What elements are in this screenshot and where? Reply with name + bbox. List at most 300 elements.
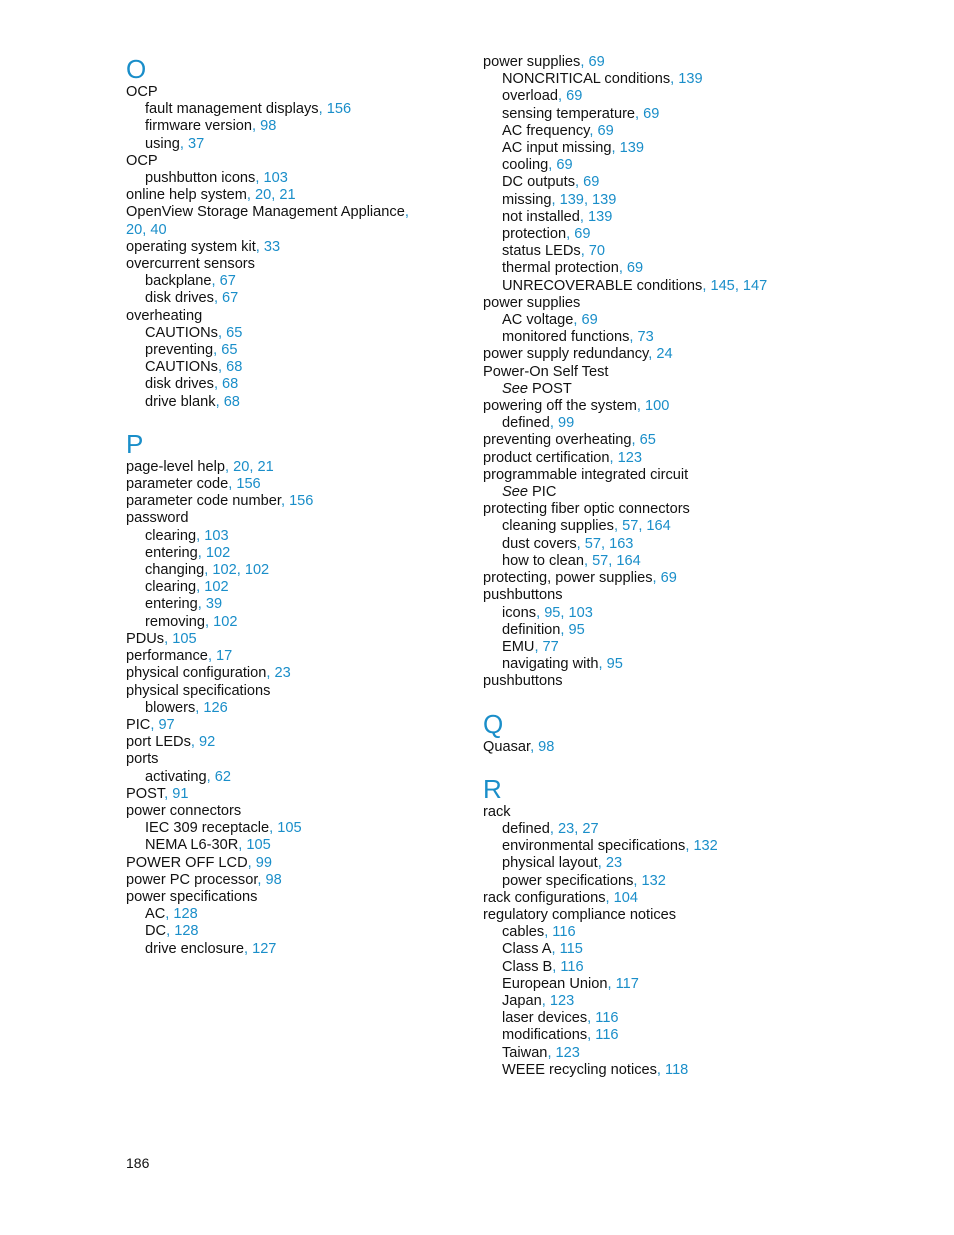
page-link[interactable]: 123 — [617, 449, 643, 466]
index-subentry — [483, 1027, 923, 1044]
page-link[interactable]: 98 — [538, 738, 555, 755]
page-link[interactable]: 95 — [568, 621, 585, 638]
index-subentry — [483, 873, 923, 890]
page-link[interactable]: 116 — [595, 1027, 619, 1044]
page-separator: , — [266, 665, 275, 682]
page-link[interactable]: 123 — [555, 1044, 580, 1061]
index-subentry — [126, 528, 466, 545]
entry-term: navigating with — [502, 656, 599, 673]
page-link[interactable]: 97 — [158, 716, 175, 733]
entry-term: laser devices — [502, 1010, 588, 1027]
entry-term: NEMA L6-30R — [145, 837, 239, 854]
index-entry — [126, 187, 466, 204]
page-separator: , — [196, 579, 205, 596]
entry-term: icons — [502, 604, 537, 621]
entry-term: operating system kit — [126, 238, 256, 255]
entry-term: disk drives — [145, 376, 214, 393]
page-link[interactable]: 65 — [221, 342, 238, 359]
entry-term: performance — [126, 648, 208, 665]
page-link[interactable]: 39 — [205, 596, 223, 613]
page-separator: , — [551, 191, 560, 208]
page-separator: , — [166, 923, 175, 940]
index-subentry — [126, 342, 466, 359]
page-link[interactable]: 103 — [204, 527, 229, 544]
entry-term: protecting, power supplies — [483, 570, 653, 587]
index-entry — [126, 153, 466, 170]
page-link[interactable]: 164 — [646, 518, 671, 535]
page-link[interactable]: 65 — [226, 324, 243, 341]
page-link[interactable]: 24 — [656, 346, 673, 363]
index-entry — [126, 855, 466, 872]
entry-term: drive enclosure — [145, 940, 244, 957]
page-link[interactable]: 57 — [622, 518, 639, 535]
page-link[interactable]: 20 — [126, 221, 143, 238]
section-letter: O — [126, 54, 147, 84]
entry-term: using — [145, 135, 180, 152]
index-entry — [483, 54, 923, 71]
entry-term: programmable integrated circuit — [483, 466, 689, 483]
index-section — [483, 774, 923, 1079]
index-subentry — [483, 821, 923, 838]
index-column-right — [483, 54, 923, 1079]
index-subentry — [126, 325, 466, 342]
entry-term: physical specifications — [126, 682, 271, 699]
page-link[interactable]: 17 — [216, 648, 233, 665]
index-subentry — [126, 820, 466, 837]
page-separator: , — [238, 837, 247, 854]
entry-term: status LEDs — [502, 243, 581, 260]
entry-term: rack configurations — [483, 889, 606, 906]
page-separator: , — [608, 552, 617, 569]
page-separator: , — [236, 562, 245, 579]
entry-term: PIC — [532, 484, 557, 501]
index-entry — [483, 450, 923, 467]
index-entry — [126, 510, 466, 527]
page-separator: , — [549, 820, 558, 837]
entry-term: OCP — [126, 152, 158, 169]
page-separator: , — [190, 734, 199, 751]
page-separator: , — [548, 157, 557, 174]
index-entry — [126, 308, 466, 325]
page-separator: , — [206, 768, 215, 785]
index-section — [126, 54, 466, 411]
index-entry — [126, 84, 466, 101]
page-link[interactable]: 139 — [588, 208, 613, 225]
entry-term: physical layout — [502, 855, 598, 872]
entry-term: entering — [145, 596, 198, 613]
entry-term: CAUTIONs — [145, 324, 218, 341]
entry-term: activating — [145, 768, 207, 785]
index-subentry — [483, 157, 923, 174]
entry-term: Taiwan — [502, 1044, 548, 1061]
index-column-left — [126, 54, 466, 958]
entry-term: WEEE recycling notices — [502, 1061, 657, 1078]
entry-term: AC frequency — [502, 122, 590, 139]
page-link[interactable]: 102 — [204, 579, 229, 596]
index-entry — [126, 631, 466, 648]
page-separator: , — [207, 648, 217, 665]
page-link[interactable]: 57 — [584, 535, 601, 552]
entry-term: overload — [502, 88, 558, 105]
page-link[interactable]: 123 — [549, 992, 575, 1009]
entry-term: monitored functions — [502, 329, 630, 346]
page-separator: , — [228, 476, 237, 493]
page-link[interactable]: 116 — [595, 1010, 619, 1027]
page-link[interactable]: 132 — [693, 838, 718, 855]
entry-term: defined — [502, 820, 550, 837]
page-link[interactable]: 147 — [742, 277, 768, 294]
entry-term: product certification — [483, 449, 610, 466]
index-subentry — [126, 614, 466, 631]
index-entry — [483, 570, 923, 587]
entry-term: regulatory compliance notices — [483, 906, 677, 923]
entry-term: missing — [502, 191, 552, 208]
page-link[interactable]: 102 — [213, 613, 238, 630]
index-section — [483, 54, 923, 691]
index-entry — [483, 346, 923, 363]
page-separator: , — [580, 54, 589, 70]
page-link[interactable]: 127 — [252, 940, 277, 957]
entry-term: PIC — [126, 716, 151, 733]
entry-term: Class A — [502, 941, 552, 958]
page-separator: , — [609, 449, 618, 466]
index-entry — [126, 751, 466, 768]
page-link[interactable]: 23 — [274, 665, 291, 682]
index-subentry — [483, 278, 923, 295]
page-link[interactable]: 57 — [592, 552, 609, 569]
page-link[interactable]: 73 — [637, 329, 654, 346]
page-link[interactable]: 69 — [626, 260, 644, 277]
page-separator: , — [576, 535, 585, 552]
index-subentry — [126, 562, 466, 579]
page-link[interactable]: 105 — [277, 820, 302, 837]
page-link[interactable]: 40 — [150, 221, 167, 238]
page-link[interactable]: 67 — [219, 273, 236, 290]
page-link[interactable]: 69 — [581, 312, 598, 329]
index-subentry — [483, 243, 923, 260]
entry-term: removing — [145, 613, 206, 630]
page-link[interactable]: 69 — [660, 570, 677, 587]
index-subentry — [126, 118, 466, 135]
entry-term: page-level help — [126, 458, 225, 475]
index-subentry — [483, 312, 923, 329]
index-subentry — [126, 941, 466, 958]
index-entry — [126, 256, 466, 273]
entry-term: physical configuration — [126, 665, 267, 682]
page-separator: , — [179, 135, 188, 152]
entry-term: pushbuttons — [483, 673, 563, 690]
page-link[interactable]: 98 — [265, 871, 282, 888]
page-separator: , — [213, 290, 223, 307]
index-entry — [126, 222, 466, 239]
entry-term: power specifications — [126, 888, 258, 905]
page-separator: , — [280, 493, 290, 510]
page-link[interactable]: 99 — [558, 415, 575, 432]
entry-term: pushbutton icons — [145, 170, 256, 187]
page-link[interactable]: 139 — [678, 71, 703, 88]
entry-term: how to clean — [502, 552, 584, 569]
entry-term: AC voltage — [502, 312, 574, 329]
index-subentry — [483, 329, 923, 346]
page-link[interactable]: 95 — [606, 656, 623, 673]
page-separator: , — [557, 88, 567, 105]
page-separator: , — [213, 342, 222, 359]
entry-trailing-comma: , — [404, 204, 409, 221]
page-link[interactable]: 116 — [552, 924, 576, 941]
index-subentry — [126, 837, 466, 854]
page-separator: , — [685, 838, 694, 855]
page-separator: , — [579, 208, 588, 225]
page-separator: , — [587, 1010, 596, 1027]
page-separator: , — [589, 122, 598, 139]
page-separator: , — [580, 243, 589, 260]
entry-term: cables — [502, 924, 545, 941]
entry-term: environmental specifications — [502, 838, 686, 855]
index-entry — [483, 890, 923, 907]
entry-term: cleaning supplies — [502, 518, 614, 535]
entry-term: parameter code — [126, 476, 229, 493]
entry-term: changing — [145, 562, 205, 579]
page-separator: , — [541, 992, 550, 1009]
index-entry — [126, 717, 466, 734]
page-link[interactable]: 99 — [255, 854, 272, 871]
page-separator: , — [573, 312, 582, 329]
page-link[interactable]: 68 — [222, 376, 239, 393]
page-separator: , — [205, 613, 214, 630]
index-subentry — [483, 123, 923, 140]
page-separator: , — [636, 398, 645, 415]
page-separator: , — [552, 958, 561, 975]
page-link[interactable]: 77 — [542, 638, 559, 655]
page-link[interactable]: 139 — [559, 191, 584, 208]
entry-term: online help system — [126, 187, 247, 204]
page-link[interactable]: 156 — [326, 101, 352, 118]
index-subentry — [483, 976, 923, 993]
page-separator: , — [560, 604, 569, 621]
page-separator: , — [670, 71, 679, 88]
page-link[interactable]: 21 — [257, 458, 274, 475]
entry-term: overheating — [126, 307, 203, 324]
index-subentry — [483, 1010, 923, 1027]
page-link[interactable]: 105 — [246, 837, 271, 854]
entry-term: DC outputs — [502, 174, 576, 191]
page-link[interactable]: 156 — [289, 493, 314, 510]
page-separator: , — [583, 552, 593, 569]
page-separator: , — [631, 432, 640, 449]
page-separator: , — [165, 906, 174, 923]
index-subentry — [126, 136, 466, 153]
index-subentry — [126, 579, 466, 596]
page-link[interactable]: 102 — [205, 544, 231, 561]
page-link[interactable]: 69 — [643, 105, 660, 122]
page-separator: , — [217, 359, 227, 376]
entry-term: pushbuttons — [483, 587, 563, 604]
index-entry — [483, 295, 923, 312]
entry-term: disk drives — [145, 290, 214, 307]
page-link[interactable]: 69 — [556, 157, 573, 174]
page-link[interactable]: 62 — [214, 768, 231, 785]
entry-term: POST — [532, 380, 572, 397]
page-separator: , — [196, 527, 205, 544]
page-link[interactable]: 164 — [616, 552, 641, 569]
page-link[interactable]: 69 — [574, 226, 591, 243]
index-subentry — [126, 596, 466, 613]
entry-term: power PC processor — [126, 871, 258, 888]
entry-term: OpenView Storage Management Appliance — [126, 204, 405, 221]
index-subentry — [483, 381, 923, 398]
page-separator: , — [164, 630, 173, 647]
page-link[interactable]: 23 — [605, 855, 623, 872]
index-subentry — [483, 174, 923, 191]
page-link[interactable]: 70 — [588, 243, 606, 260]
index-subentry — [483, 656, 923, 673]
entry-term: thermal protection — [502, 260, 619, 277]
page-link[interactable]: 104 — [613, 889, 638, 906]
page-separator: , — [600, 535, 610, 552]
entry-term: AC — [145, 906, 166, 923]
page-separator: , — [652, 570, 661, 587]
entry-term: drive blank — [145, 393, 216, 410]
index-subentry — [483, 536, 923, 553]
page-separator: , — [605, 889, 614, 906]
page-link[interactable]: 95 — [544, 604, 561, 621]
page-link[interactable]: 65 — [639, 432, 656, 449]
see-reference: See — [502, 484, 528, 501]
index-subentry — [483, 192, 923, 209]
page-link[interactable]: 139 — [619, 140, 644, 157]
index-entry — [126, 665, 466, 682]
index-subentry — [126, 359, 466, 376]
entry-term: protecting fiber optic connectors — [483, 501, 690, 518]
page-separator: , — [613, 518, 623, 535]
page-link[interactable]: 105 — [172, 630, 197, 647]
page-link[interactable]: 132 — [641, 872, 666, 889]
page-separator: , — [164, 785, 173, 802]
entry-term: European Union — [502, 975, 608, 992]
page-link[interactable]: 126 — [203, 699, 228, 716]
page-link[interactable]: 69 — [597, 122, 614, 139]
page-link[interactable]: 163 — [609, 535, 634, 552]
index-subentry — [483, 226, 923, 243]
page-link[interactable]: 68 — [226, 359, 243, 376]
index-subentry — [483, 140, 923, 157]
page-separator: , — [566, 226, 575, 243]
page-separator: , — [211, 273, 220, 290]
page-link[interactable]: 145 — [710, 277, 735, 294]
entry-term: clearing — [145, 579, 197, 596]
page-separator: , — [215, 393, 224, 410]
page-separator: , — [575, 174, 584, 191]
page-separator: , — [635, 105, 644, 122]
index-subentry — [483, 993, 923, 1010]
page-separator: , — [213, 376, 223, 393]
index-entry — [483, 364, 923, 381]
page-link[interactable]: 68 — [223, 393, 240, 410]
entry-term: power specifications — [502, 872, 634, 889]
entry-term: firmware version — [145, 118, 253, 135]
entry-term: powering off the system — [483, 398, 637, 415]
page-link[interactable]: 20 — [233, 458, 250, 475]
entry-term: power supplies — [483, 54, 581, 70]
entry-term: fault management displays — [145, 101, 319, 118]
page-link[interactable]: 118 — [665, 1061, 689, 1078]
page-link[interactable]: 21 — [279, 187, 296, 204]
page-number: 186 — [126, 1155, 150, 1171]
page-separator: , — [271, 187, 280, 204]
page-link[interactable]: 100 — [644, 398, 670, 415]
entry-term: preventing overheating — [483, 432, 632, 449]
page-link[interactable]: 92 — [199, 734, 216, 751]
page-separator: , — [536, 604, 545, 621]
page-link[interactable]: 128 — [174, 923, 199, 940]
page-separator: , — [150, 716, 159, 733]
page-link[interactable]: 27 — [582, 820, 599, 837]
entry-term: POWER OFF LCD — [126, 854, 248, 871]
index-entry — [483, 432, 923, 449]
page-link[interactable]: 69 — [583, 174, 600, 191]
page-link[interactable]: 102 — [244, 562, 270, 579]
page-link[interactable]: 128 — [173, 906, 198, 923]
entry-term: clearing — [145, 527, 197, 544]
page-link[interactable]: 69 — [566, 88, 583, 105]
page-separator: , — [560, 621, 569, 638]
entry-term: overcurrent sensors — [126, 256, 255, 273]
page-link[interactable]: 98 — [260, 118, 277, 135]
page-link[interactable]: 23 — [558, 820, 575, 837]
page-link[interactable]: 37 — [188, 135, 205, 152]
page-separator: , — [583, 191, 593, 208]
page-link[interactable]: 91 — [172, 785, 189, 802]
page-separator: , — [269, 820, 278, 837]
page-separator: , — [247, 854, 256, 871]
index-subentry — [126, 769, 466, 786]
entry-term: protection — [502, 226, 567, 243]
entry-term: AC input missing — [502, 140, 612, 157]
page-link[interactable]: 117 — [615, 975, 639, 992]
page-separator: , — [246, 187, 255, 204]
page-link[interactable]: 103 — [568, 604, 593, 621]
index-subentry — [483, 605, 923, 622]
page-link[interactable]: 20 — [254, 187, 272, 204]
page-link[interactable]: 102 — [212, 562, 237, 579]
entry-term: entering — [145, 544, 198, 561]
page-link[interactable]: 69 — [588, 54, 605, 70]
page-link[interactable]: 33 — [263, 238, 281, 255]
page-link[interactable]: 67 — [222, 290, 239, 307]
index-subentry — [483, 941, 923, 958]
page-link[interactable]: 115 — [559, 941, 583, 958]
entry-term: rack — [483, 803, 511, 820]
entry-term: NONCRITICAL conditions — [502, 71, 671, 88]
page-link[interactable]: 116 — [560, 958, 584, 975]
page-separator: , — [243, 940, 253, 957]
entry-term: ports — [126, 751, 159, 768]
index-entry — [483, 398, 923, 415]
page-separator: , — [618, 260, 627, 277]
index-subentry — [126, 906, 466, 923]
page-separator: , — [225, 458, 234, 475]
page-separator: , — [551, 941, 560, 958]
page-link[interactable]: 156 — [236, 476, 261, 493]
entry-term: CAUTIONs — [145, 359, 218, 376]
index-subentry — [483, 106, 923, 123]
page-link[interactable]: 139 — [592, 191, 617, 208]
index-subentry — [126, 101, 466, 118]
section-letter: R — [483, 773, 502, 804]
entry-term: Class B — [502, 958, 553, 975]
page-separator: , — [587, 1027, 596, 1044]
page-link[interactable]: 103 — [263, 170, 288, 187]
